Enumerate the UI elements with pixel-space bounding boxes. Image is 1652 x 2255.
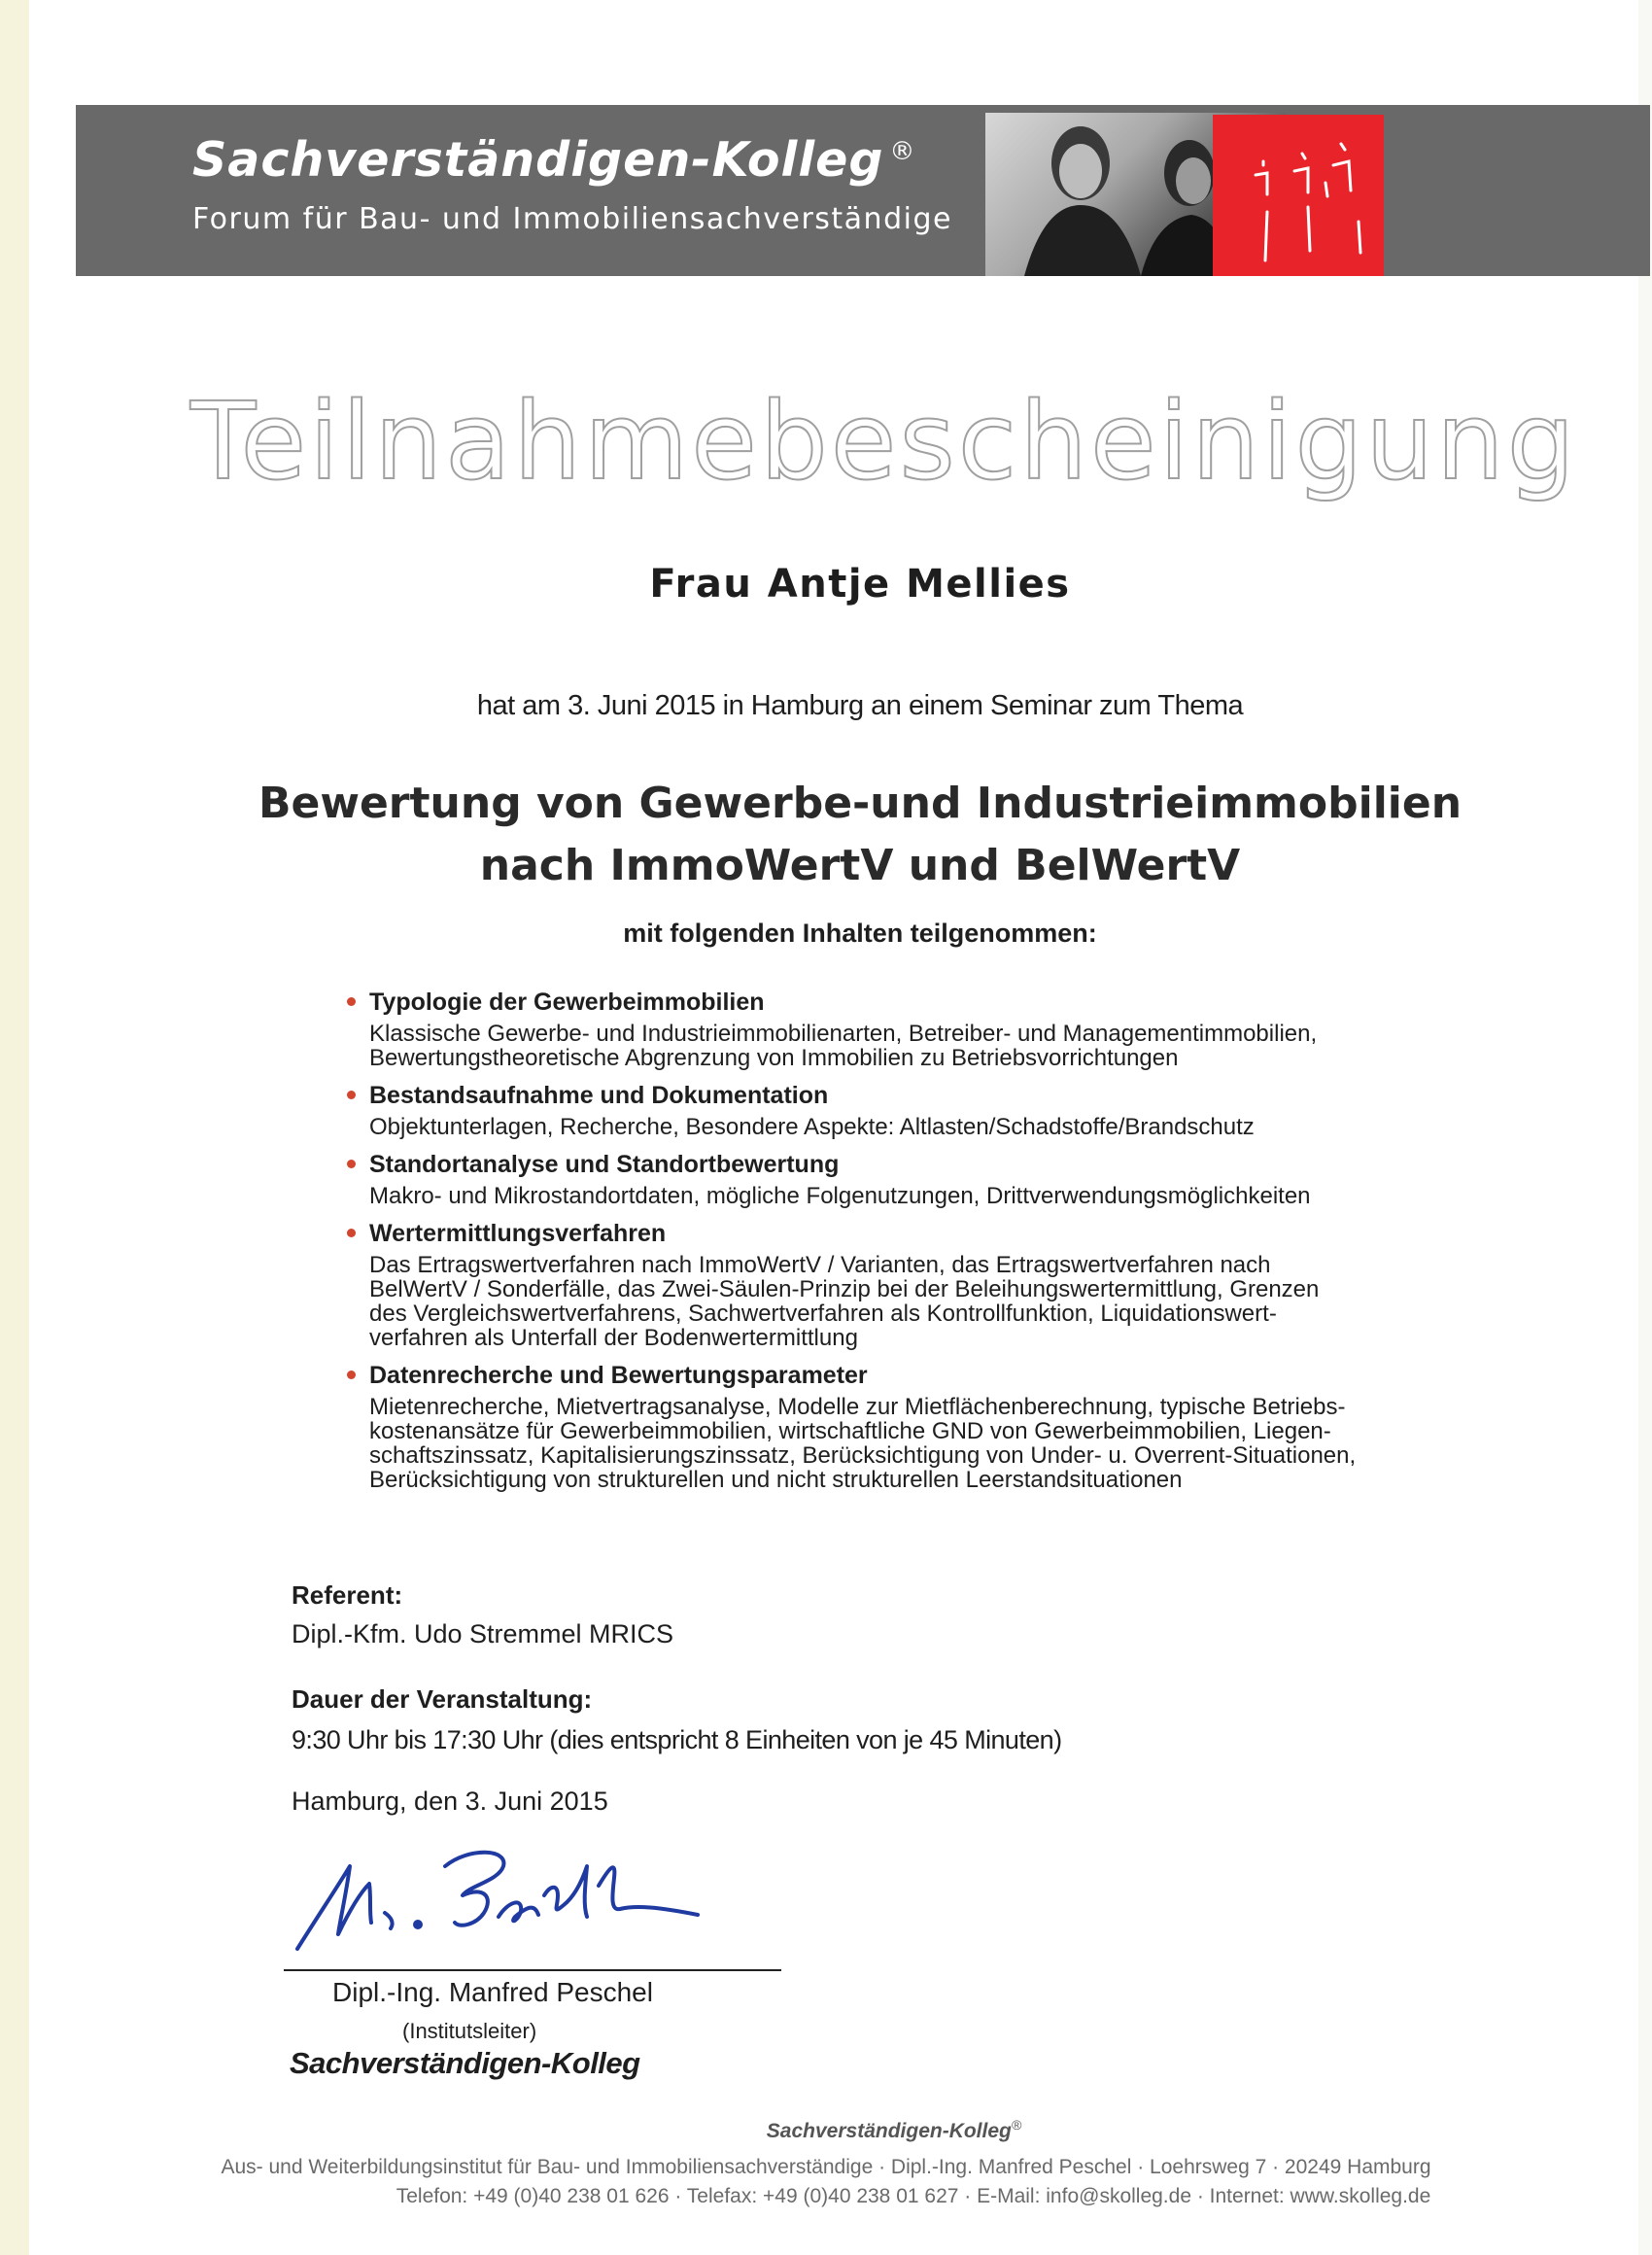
figures-logo-icon [1213,115,1384,276]
item-line: verfahren als Unterfall der Bodenwertermittlung [369,1325,858,1351]
bullet-icon [347,1091,356,1099]
item-body [369,1395,1438,1492]
certificate-title: Teilnahmebescheinigung [190,379,1578,503]
item-body [369,1115,1438,1139]
footer-organization [0,2117,1652,2143]
bullet-icon [347,1160,356,1168]
item-line: des Vergleichswertverfahrens, Sachwertverfahren als Kontrollfunktion, Liquidationswert- [369,1301,1277,1327]
item-title: Wertermittlungsverfahren [369,1220,667,1247]
banner-red-logo [1213,115,1384,276]
signature-icon [290,1827,717,1963]
item-line: Das Ertragswertverfahren nach ImmoWertV / Varianten, das Ertragswertverfahren nach [369,1252,1271,1278]
item-line: kostenansätze für Gewerbeimmobilien, wirtschaftliche GND von Gewerbeimmobilien, Liegen- [369,1418,1331,1444]
bullet-icon [347,1229,356,1237]
contents-heading: mit folgenden Inhalten teilgenommen: [623,919,1097,948]
referent-name: Dipl.-Kfm. Udo Stremmel MRICS [292,1619,674,1648]
footer-address: Aus- und Weiterbildungsinstitut für Bau- und Immobiliensachverständige · Dipl.-Ing. Manfred Peschel · Loehrsweg 7 · 20249 Hamburg [221,2156,1431,2178]
duration-value: 9:30 Uhr bis 17:30 Uhr (dies entspricht 8 Einheiten von je 45 Minuten) [292,1725,1062,1754]
contents-list [369,985,1438,1500]
signer-organization: Sachverständigen-Kolleg [290,2046,640,2080]
item-body [369,1253,1438,1350]
item-line: Makro- und Mikrostandortdaten, mögliche Folgenutzungen, Drittverwendungsmöglichkeiten [369,1183,1311,1209]
item-line: BelWertV / Sonderfälle, das Zwei-Säulen-Prinzip bei der Beleihungswertermittlung, Grenzen [369,1276,1320,1302]
item-line: Bewertungstheoretische Abgrenzung von Immobilien zu Betriebsvorrichtungen [369,1045,1179,1071]
bullet-icon [347,997,356,1006]
list-item [369,1358,1438,1492]
topic-line-2: nach ImmoWertV und BelWertV [479,841,1241,890]
signature-line [284,1969,781,1971]
registered-mark: ® [889,136,916,166]
topic-line-1: Bewertung von Gewerbe-und Industrieimmobilien [258,779,1463,828]
banner-title [192,132,915,188]
list-item [369,985,1438,1070]
footer-organization-text: Sachverständigen-Kolleg [766,2120,1012,2142]
item-line: Objektunterlagen, Recherche, Besondere Aspekte: Altlasten/Schadstoffe/Brandschutz [369,1114,1255,1140]
recipient-name: Frau Antje Mellies [649,562,1071,607]
item-line: Klassische Gewerbe- und Industrieimmobilienarten, Betreiber- und Managementimmobilien, [369,1021,1318,1047]
item-title: Bestandsaufnahme und Dokumentation [369,1082,829,1109]
item-title: Datenrecherche und Bewertungsparameter [369,1362,868,1389]
duration-label: Dauer der Veranstaltung: [292,1684,593,1714]
item-title: Typologie der Gewerbeimmobilien [369,989,765,1016]
item-body [369,1022,1438,1070]
footer-registered-mark: ® [1011,2117,1022,2133]
intro-text: hat am 3. Juni 2015 in Hamburg an einem Seminar zum Thema [476,690,1244,721]
footer-contact: Telefon: +49 (0)40 238 01 626 · Telefax: +49 (0)40 238 01 627 · E-Mail: info@skolleg.de · Internet: www.skolleg.de [396,2185,1431,2207]
list-item [369,1216,1438,1350]
paper-edge-left [0,0,29,2255]
paper-edge-right [1638,0,1652,2255]
signer-role: (Institutsleiter) [402,2019,537,2043]
signature [290,1827,717,1968]
list-item [369,1078,1438,1139]
signer-name: Dipl.-Ing. Manfred Peschel [332,1977,653,2007]
item-line: schaftszinssatz, Kapitalisierungszinssatz, Berücksichtigung von Under- u. Overrent-Situationen, [369,1442,1357,1469]
place-date: Hamburg, den 3. Juni 2015 [292,1787,608,1816]
list-item [369,1147,1438,1208]
item-line: Mietenrecherche, Mietvertragsanalyse, Modelle zur Mietflächenberechnung, typische Betriebs- [369,1394,1346,1420]
item-title: Standortanalyse und Standortbewertung [369,1151,840,1178]
item-body [369,1184,1438,1208]
banner-subtitle: Forum für Bau- und Immobiliensachverständige [192,202,952,236]
header-banner [76,105,1650,276]
banner-title-text: Sachverständigen-Kolleg [192,132,884,188]
item-line: Berücksichtigung von strukturellen und nicht strukturellen Leerstandsituationen [369,1467,1183,1493]
referent-label: Referent: [292,1580,403,1610]
seminar-topic [0,773,1652,897]
bullet-icon [347,1370,356,1379]
